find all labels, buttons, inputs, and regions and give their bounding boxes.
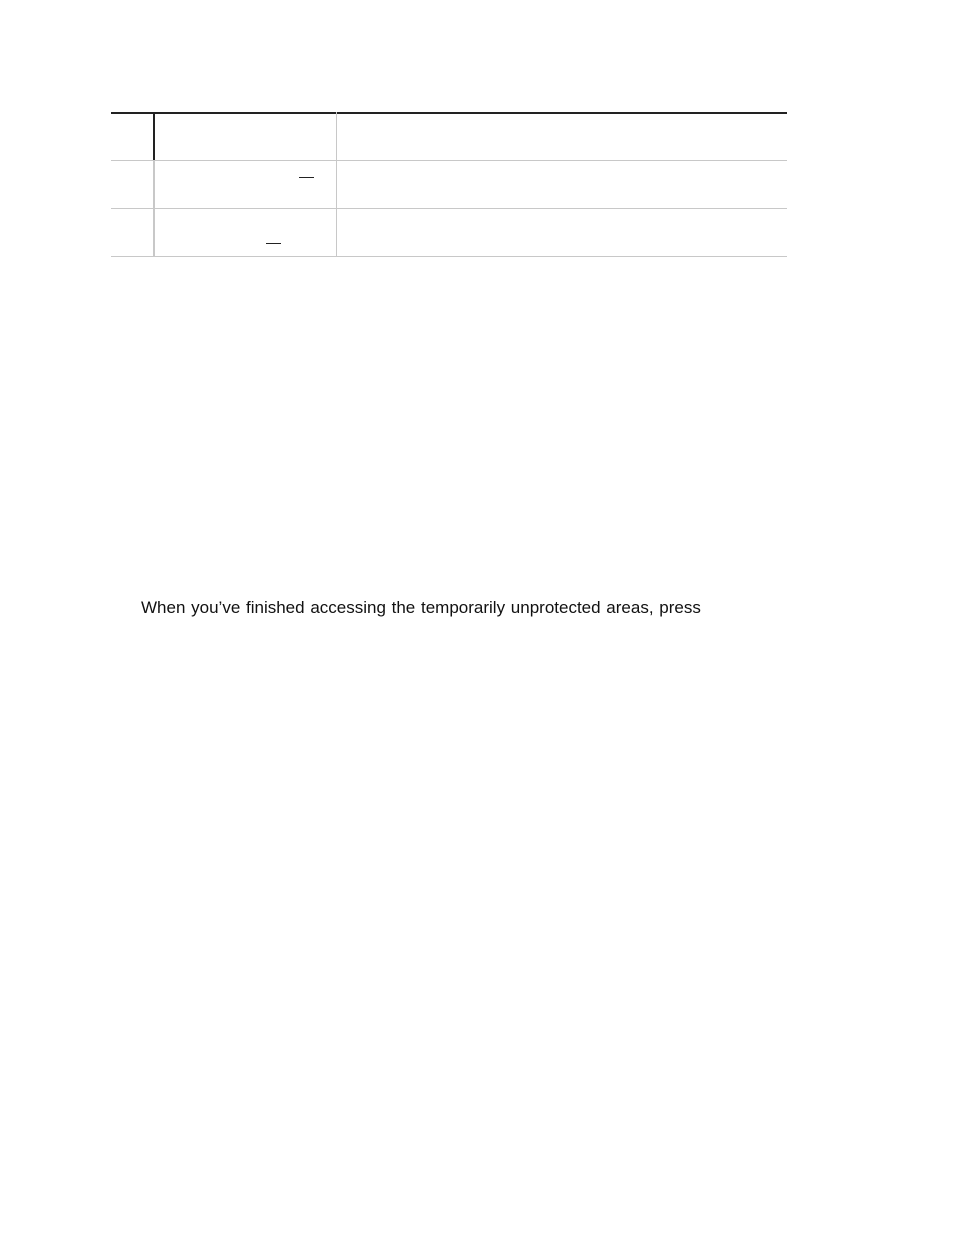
document-table xyxy=(111,112,787,257)
table-row-divider xyxy=(111,208,787,209)
table-column-divider xyxy=(153,160,155,256)
body-paragraph: When you’ve finished accessing the temporarily unprotected areas, press xyxy=(141,598,701,617)
table-top-rule xyxy=(111,112,787,114)
table-bottom-rule xyxy=(111,256,787,257)
table-row-dash-mark xyxy=(266,243,281,244)
table-column-divider xyxy=(336,112,337,256)
table-column-divider xyxy=(153,112,155,160)
table-row-divider xyxy=(111,160,787,161)
table-row-dash-mark xyxy=(299,177,314,178)
